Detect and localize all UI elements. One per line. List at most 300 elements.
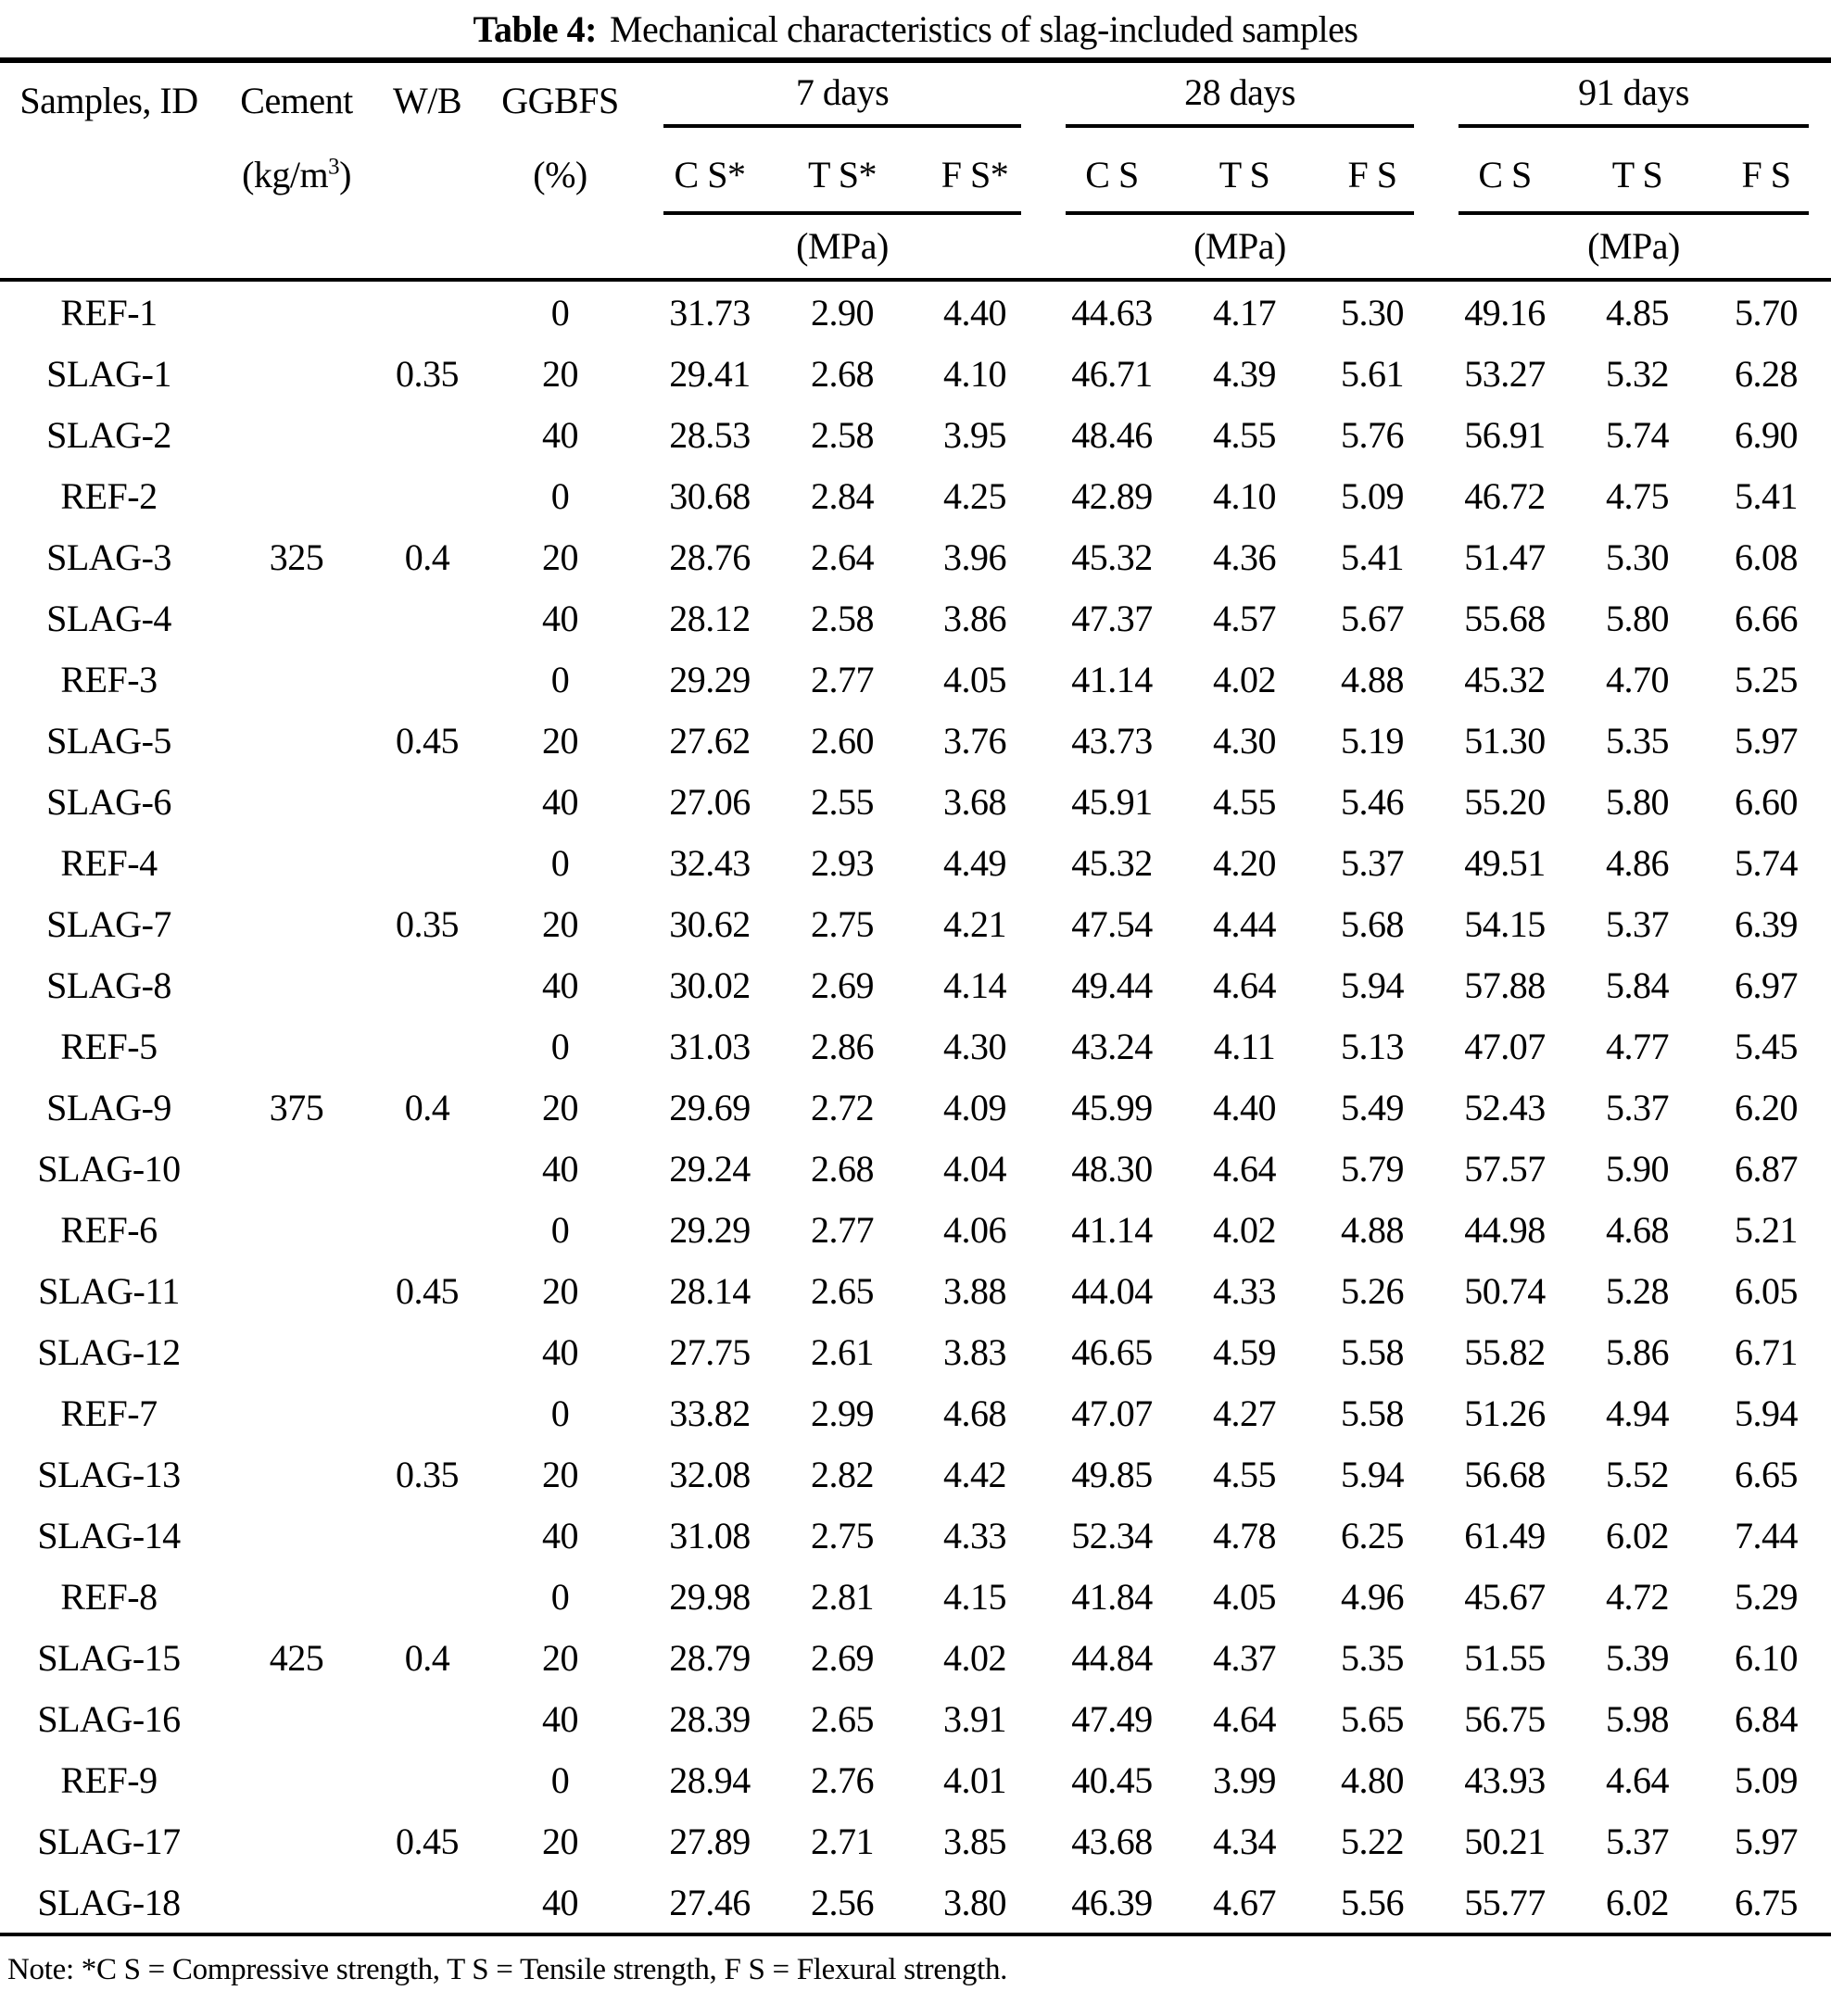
ts-28d-value: 4.55 [1213, 1453, 1277, 1495]
cs-7d-value: 29.41 [669, 352, 751, 395]
cs-7d-value: 31.73 [669, 291, 751, 334]
group-label-28days: 28 days [1184, 71, 1295, 113]
cs-28d-value: 48.46 [1071, 413, 1153, 456]
fs-91d-value: 7.44 [1735, 1514, 1799, 1556]
ggbfs-value: 0 [550, 841, 570, 884]
table-row [0, 1810, 1831, 1871]
cement-value [218, 1260, 375, 1321]
cs-91d-value: 45.32 [1464, 658, 1546, 700]
cs-28d-value: 49.85 [1071, 1453, 1153, 1495]
fs-91d-value: 5.25 [1735, 658, 1799, 700]
cs-28d-value: 44.63 [1071, 291, 1153, 334]
wb-value: 0.4 [404, 1636, 450, 1679]
ggbfs-value: 40 [542, 1697, 578, 1740]
sample-id: SLAG-12 [37, 1330, 181, 1373]
cs-7d-value: 28.39 [669, 1697, 751, 1740]
ts-91d-value: 5.32 [1606, 352, 1670, 395]
table-row [0, 1382, 1831, 1443]
fs-91d-value: 5.97 [1735, 719, 1799, 762]
ts-28d-value: 4.40 [1213, 1086, 1277, 1128]
cs-91d-value: 56.68 [1464, 1453, 1546, 1495]
mpa-unit-7days [641, 211, 1043, 280]
sample-id: SLAG-4 [46, 597, 171, 639]
fs-28d-value: 5.22 [1341, 1820, 1405, 1862]
fs-91d-value: 6.05 [1735, 1269, 1799, 1312]
cement-value [218, 1688, 375, 1749]
table-row [0, 1260, 1831, 1321]
ts-28d-value: 4.27 [1213, 1392, 1277, 1434]
ts-28d-value: 4.64 [1213, 964, 1277, 1006]
table-title [0, 0, 1831, 57]
ggbfs-value: 20 [542, 1086, 578, 1128]
cs-7d-value: 28.79 [669, 1636, 751, 1679]
wb-value: 0.35 [396, 902, 459, 945]
group-label-7days: 7 days [795, 71, 890, 113]
cs-28d-value: 46.71 [1071, 352, 1153, 395]
cs-7d-value: 31.08 [669, 1514, 751, 1556]
fs-28d-value: 4.88 [1341, 658, 1405, 700]
table-row [0, 280, 1831, 343]
fs-28d-value: 5.46 [1341, 780, 1405, 823]
cs-7d-value: 28.14 [669, 1269, 751, 1312]
cement-value [218, 832, 375, 893]
table-row [0, 771, 1831, 832]
fs-7d-value: 4.01 [943, 1758, 1006, 1801]
table-title-text: Mechanical characteristics of slag-included samples [609, 7, 1358, 50]
ggbfs-value: 20 [542, 1636, 578, 1679]
cs-91d-value: 55.82 [1464, 1330, 1546, 1373]
table-row [0, 893, 1831, 954]
cs-91d-value: 50.74 [1464, 1269, 1546, 1312]
sample-id: REF-4 [60, 841, 158, 884]
sample-id: REF-7 [60, 1392, 158, 1434]
fs-7d-value: 3.96 [943, 536, 1006, 578]
cs-28d-value: 47.54 [1071, 902, 1153, 945]
ts-28d-value: 4.10 [1213, 474, 1277, 517]
wb-value [375, 1566, 479, 1627]
cs-28d-value: 47.49 [1071, 1697, 1153, 1740]
ggbfs-value: 0 [550, 1025, 570, 1067]
fs-7d-value: 4.33 [943, 1514, 1006, 1556]
table-row [0, 1749, 1831, 1810]
table-body [0, 280, 1831, 1934]
cs-7d-value: 28.53 [669, 413, 751, 456]
ts-28d-value: 3.99 [1213, 1758, 1277, 1801]
header-row-main [0, 60, 1831, 137]
fs-91d-value: 6.75 [1701, 1871, 1831, 1934]
cs-7d-value: 29.69 [669, 1086, 751, 1128]
cement-value [218, 710, 375, 771]
cs-28d-value: 44.04 [1071, 1269, 1153, 1312]
ts-91d-value: 5.37 [1606, 1086, 1670, 1128]
table-title-label: Table 4: [473, 7, 597, 50]
ts-7d-value: 2.69 [811, 964, 874, 1006]
fs-7d-value: 4.02 [943, 1636, 1006, 1679]
ggbfs-value: 0 [550, 658, 570, 700]
wb-value [375, 1199, 479, 1260]
cement-value [218, 1505, 375, 1566]
cs-91d-value: 56.75 [1464, 1697, 1546, 1740]
wb-value [375, 1688, 479, 1749]
cs-7d-value: 29.29 [669, 658, 751, 700]
cs-91d-value: 53.27 [1464, 352, 1546, 395]
ts-91d-value: 5.30 [1606, 536, 1670, 578]
fs-28d-value: 5.67 [1341, 597, 1405, 639]
data-table [0, 57, 1831, 1936]
fs-28d-value: 4.96 [1341, 1575, 1405, 1618]
header-row-units [0, 137, 1831, 211]
group-header-91days [1436, 60, 1831, 137]
sample-id: SLAG-3 [46, 536, 171, 578]
cs-28d-value: 45.91 [1071, 780, 1153, 823]
wb-value [375, 404, 479, 465]
fs-28d-value: 5.94 [1341, 964, 1405, 1006]
wb-value [375, 465, 479, 526]
ts-91d-value: 4.64 [1606, 1758, 1670, 1801]
fs-7d-value: 4.68 [943, 1392, 1006, 1434]
ts-7d-value: 2.61 [811, 1330, 874, 1373]
table-row [0, 343, 1831, 404]
ts-91d-value: 4.86 [1606, 841, 1670, 884]
fs-7d-value: 4.14 [943, 964, 1006, 1006]
sample-id: REF-5 [60, 1025, 158, 1067]
fs-91d-value: 6.84 [1735, 1697, 1799, 1740]
mpa-unit-28days [1043, 211, 1436, 280]
fs-28d-value: 5.94 [1341, 1453, 1405, 1495]
fs-7d-value: 4.15 [943, 1575, 1006, 1618]
ggbfs-value: 40 [542, 964, 578, 1006]
cement-value [218, 893, 375, 954]
cs-7d-value: 29.98 [669, 1575, 751, 1618]
cs-7d-value: 33.82 [669, 1392, 751, 1434]
wb-value [375, 280, 479, 343]
ts-91d-value: 6.02 [1573, 1871, 1701, 1934]
subcol-fs-91d: F S [1741, 153, 1791, 195]
cement-value [218, 1382, 375, 1443]
ts-28d-value: 4.67 [1181, 1871, 1308, 1934]
fs-28d-value: 4.88 [1341, 1208, 1405, 1251]
ts-7d-value: 2.84 [811, 474, 874, 517]
ggbfs-value: 20 [542, 536, 578, 578]
table-row [0, 465, 1831, 526]
ts-28d-value: 4.34 [1213, 1820, 1277, 1862]
cement-value [218, 1871, 375, 1934]
ts-7d-value: 2.75 [811, 1514, 874, 1556]
cs-28d-value: 42.89 [1071, 474, 1153, 517]
fs-7d-value: 3.83 [943, 1330, 1006, 1373]
table-row [0, 404, 1831, 465]
sample-id: SLAG-8 [46, 964, 171, 1006]
cs-7d-value: 32.08 [669, 1453, 751, 1495]
cs-7d-value: 29.29 [669, 1208, 751, 1251]
sample-id: SLAG-11 [38, 1269, 180, 1312]
fs-91d-value: 6.71 [1735, 1330, 1799, 1373]
ts-91d-value: 4.70 [1606, 658, 1670, 700]
sample-id: REF-8 [60, 1575, 158, 1618]
cs-7d-value: 27.46 [641, 1871, 778, 1934]
ts-7d-value: 2.81 [811, 1575, 874, 1618]
cement-value [218, 1443, 375, 1505]
sample-id: SLAG-17 [37, 1820, 181, 1862]
cs-91d-value: 51.47 [1464, 536, 1546, 578]
fs-91d-value: 5.45 [1735, 1025, 1799, 1067]
fs-91d-value: 5.97 [1735, 1820, 1799, 1862]
sample-id: SLAG-5 [46, 719, 171, 762]
cs-91d-value: 44.98 [1464, 1208, 1546, 1251]
ts-91d-value: 4.77 [1606, 1025, 1670, 1067]
ts-7d-value: 2.65 [811, 1697, 874, 1740]
subcol-ts-91d: T S [1611, 153, 1663, 195]
ts-28d-value: 4.59 [1213, 1330, 1277, 1373]
cs-28d-value: 43.73 [1071, 719, 1153, 762]
subcol-ts-28d: T S [1219, 153, 1270, 195]
table-row [0, 1505, 1831, 1566]
cs-7d-value: 30.02 [669, 964, 751, 1006]
ts-7d-value: 2.60 [811, 719, 874, 762]
table-row [0, 1321, 1831, 1382]
cement-unit-suffix: ) [339, 153, 351, 195]
fs-28d-value: 5.30 [1341, 291, 1405, 334]
cs-91d-value: 46.72 [1464, 474, 1546, 517]
group-label-91days: 91 days [1578, 71, 1689, 113]
fs-91d-value: 6.20 [1735, 1086, 1799, 1128]
cs-28d-value: 41.14 [1071, 658, 1153, 700]
col-header-wb: W/B [392, 79, 462, 121]
cement-value [218, 1199, 375, 1260]
cement-value [218, 404, 375, 465]
fs-28d-value: 4.80 [1341, 1758, 1405, 1801]
wb-value: 0.45 [396, 1269, 459, 1312]
fs-91d-value: 6.08 [1735, 536, 1799, 578]
sample-id: SLAG-7 [46, 902, 171, 945]
wb-value [375, 587, 479, 649]
group-underline-7days [663, 124, 1021, 128]
ts-91d-value: 5.90 [1606, 1147, 1670, 1190]
cs-28d-value: 44.84 [1071, 1636, 1153, 1679]
wb-value [375, 1505, 479, 1566]
cs-91d-value: 61.49 [1464, 1514, 1546, 1556]
cs-28d-value: 52.34 [1071, 1514, 1153, 1556]
cement-value [218, 1749, 375, 1810]
cement-unit-prefix: (kg/m [242, 153, 329, 195]
empty-cell [0, 211, 641, 280]
fs-7d-value: 4.05 [943, 658, 1006, 700]
fs-28d-value: 5.61 [1341, 352, 1405, 395]
sample-id: SLAG-14 [37, 1514, 181, 1556]
ts-28d-value: 4.64 [1213, 1147, 1277, 1190]
ts-28d-value: 4.02 [1213, 1208, 1277, 1251]
ts-91d-value: 5.37 [1606, 1820, 1670, 1862]
fs-7d-value: 3.88 [943, 1269, 1006, 1312]
header-row-mpa [0, 211, 1831, 280]
cs-28d-value: 46.39 [1043, 1871, 1181, 1934]
fs-7d-value: 4.06 [943, 1208, 1006, 1251]
fs-7d-value: 3.86 [943, 597, 1006, 639]
ts-91d-value: 5.28 [1606, 1269, 1670, 1312]
fs-91d-value: 5.70 [1735, 291, 1799, 334]
cs-28d-value: 40.45 [1071, 1758, 1153, 1801]
ts-28d-value: 4.02 [1213, 658, 1277, 700]
wb-value: 0.45 [396, 1820, 459, 1862]
ts-91d-value: 5.35 [1606, 719, 1670, 762]
fs-91d-value: 6.97 [1735, 964, 1799, 1006]
wb-value [375, 1138, 479, 1199]
table-header [0, 60, 1831, 280]
ts-7d-value: 2.64 [811, 536, 874, 578]
wb-value: 0.4 [404, 536, 450, 578]
ggbfs-value: 0 [550, 291, 570, 334]
ts-91d-value: 5.39 [1606, 1636, 1670, 1679]
fs-28d-value: 5.76 [1341, 413, 1405, 456]
cs-91d-value: 43.93 [1464, 1758, 1546, 1801]
cs-7d-value: 30.62 [669, 902, 751, 945]
sample-id: SLAG-16 [37, 1697, 181, 1740]
cs-91d-value: 49.51 [1464, 841, 1546, 884]
cs-91d-value: 50.21 [1464, 1820, 1546, 1862]
sample-id: SLAG-9 [46, 1086, 171, 1128]
cs-7d-value: 30.68 [669, 474, 751, 517]
col-header-cement: Cement [240, 79, 353, 121]
empty-cell [375, 137, 479, 211]
ts-7d-value: 2.93 [811, 841, 874, 884]
ts-91d-value: 6.02 [1606, 1514, 1670, 1556]
ts-91d-value: 5.98 [1606, 1697, 1670, 1740]
ts-91d-value: 4.68 [1606, 1208, 1670, 1251]
table-row [0, 1566, 1831, 1627]
group-underline-91days [1458, 124, 1809, 128]
fs-28d-value: 5.26 [1341, 1269, 1405, 1312]
wb-value [375, 832, 479, 893]
ts-7d-value: 2.76 [811, 1758, 874, 1801]
ts-28d-value: 4.33 [1213, 1269, 1277, 1312]
fs-7d-value: 4.09 [943, 1086, 1006, 1128]
cs-7d-value: 31.03 [669, 1025, 751, 1067]
ggbfs-value: 40 [542, 780, 578, 823]
fs-91d-value: 5.74 [1735, 841, 1799, 884]
subcol-ts-7d: T S* [808, 153, 877, 195]
fs-28d-value: 6.25 [1341, 1514, 1405, 1556]
fs-91d-value: 6.10 [1735, 1636, 1799, 1679]
ts-28d-value: 4.30 [1213, 719, 1277, 762]
table-row [0, 587, 1831, 649]
wb-value [375, 1321, 479, 1382]
cs-28d-value: 43.68 [1071, 1820, 1153, 1862]
sample-id: REF-2 [60, 474, 158, 517]
ggbfs-value: 0 [550, 1758, 570, 1801]
cement-value [218, 1321, 375, 1382]
ggbfs-value: 40 [479, 1871, 641, 1934]
ggbfs-value: 0 [550, 1575, 570, 1618]
ts-7d-value: 2.77 [811, 1208, 874, 1251]
fs-7d-value: 4.30 [943, 1025, 1006, 1067]
cs-28d-value: 46.65 [1071, 1330, 1153, 1373]
sample-id: SLAG-6 [46, 780, 171, 823]
cs-91d-value: 54.15 [1464, 902, 1546, 945]
cs-7d-value: 28.94 [669, 1758, 751, 1801]
ggbfs-value: 20 [542, 902, 578, 945]
ggbfs-value: 0 [550, 1208, 570, 1251]
cs-7d-value: 29.24 [669, 1147, 751, 1190]
sample-id: SLAG-1 [46, 352, 171, 395]
ts-91d-value: 5.52 [1606, 1453, 1670, 1495]
empty-cell [0, 137, 218, 211]
ts-7d-value: 2.72 [811, 1086, 874, 1128]
ggbfs-value: 20 [542, 1820, 578, 1862]
fs-91d-value: 5.09 [1735, 1758, 1799, 1801]
table-row [0, 1199, 1831, 1260]
cs-7d-value: 27.89 [669, 1820, 751, 1862]
fs-28d-value: 5.58 [1341, 1330, 1405, 1373]
table-row [0, 526, 1831, 587]
cs-91d-value: 47.07 [1464, 1025, 1546, 1067]
cs-7d-value: 27.06 [669, 780, 751, 823]
fs-7d-value: 4.49 [943, 841, 1006, 884]
mpa-label: (MPa) [663, 211, 1021, 268]
cement-unit-superscript: 3 [328, 154, 340, 180]
ts-7d-value: 2.86 [811, 1025, 874, 1067]
fs-91d-value: 5.41 [1735, 474, 1799, 517]
table-row [0, 1443, 1831, 1505]
table-row [0, 1871, 1831, 1934]
ts-91d-value: 5.80 [1606, 780, 1670, 823]
cs-91d-value: 51.26 [1464, 1392, 1546, 1434]
fs-28d-value: 5.65 [1341, 1697, 1405, 1740]
fs-91d-value: 6.39 [1735, 902, 1799, 945]
fs-91d-value: 5.29 [1735, 1575, 1799, 1618]
fs-91d-value: 6.60 [1735, 780, 1799, 823]
wb-value: 0.35 [396, 1453, 459, 1495]
ts-7d-value: 2.68 [811, 1147, 874, 1190]
wb-value [375, 954, 479, 1015]
ts-28d-value: 4.39 [1213, 352, 1277, 395]
wb-value [375, 649, 479, 710]
fs-91d-value: 6.87 [1735, 1147, 1799, 1190]
ts-91d-value: 4.94 [1606, 1392, 1670, 1434]
cement-value [218, 649, 375, 710]
fs-28d-value: 5.68 [1341, 902, 1405, 945]
table-row [0, 1627, 1831, 1688]
ts-28d-value: 4.57 [1213, 597, 1277, 639]
ggbfs-value: 20 [542, 1269, 578, 1312]
ts-7d-value: 2.56 [778, 1871, 906, 1934]
cement-value [218, 1810, 375, 1871]
fs-7d-value: 3.85 [943, 1820, 1006, 1862]
cement-unit [218, 137, 375, 211]
sample-id: REF-9 [60, 1758, 158, 1801]
cement-value [218, 771, 375, 832]
ts-7d-value: 2.77 [811, 658, 874, 700]
fs-28d-value: 5.19 [1341, 719, 1405, 762]
cement-value: 325 [269, 536, 324, 578]
cement-value [218, 954, 375, 1015]
group-header-28days [1043, 60, 1436, 137]
ts-28d-value: 4.05 [1213, 1575, 1277, 1618]
wb-value: 0.4 [404, 1086, 450, 1128]
fs-7d-value: 4.04 [943, 1147, 1006, 1190]
table-row [0, 1015, 1831, 1077]
ts-7d-value: 2.55 [811, 780, 874, 823]
fs-28d-value: 5.35 [1341, 1636, 1405, 1679]
ts-7d-value: 2.69 [811, 1636, 874, 1679]
fs-28d-value: 5.56 [1308, 1871, 1436, 1934]
wb-value [375, 1015, 479, 1077]
subcol-fs-28d: F S [1347, 153, 1397, 195]
sample-id: SLAG-10 [37, 1147, 181, 1190]
sample-id: REF-6 [60, 1208, 158, 1251]
ts-91d-value: 5.86 [1606, 1330, 1670, 1373]
subcol-fs-7d: F S* [941, 153, 1009, 195]
ts-28d-value: 4.20 [1213, 841, 1277, 884]
